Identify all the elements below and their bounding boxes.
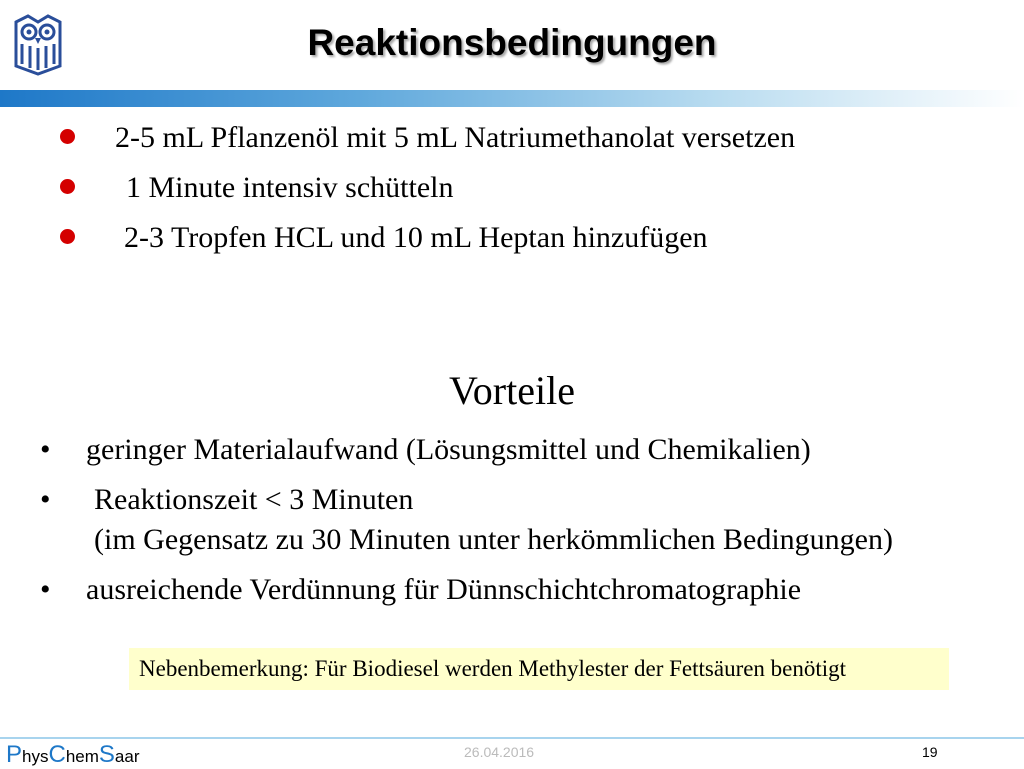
red-bullet-icon: [60, 129, 75, 144]
list-item: [60, 218, 960, 268]
step-text: 2-5 mL Pflanzenöl mit 5 mL Natriumethanolat versetzen: [115, 121, 796, 154]
advantage-text: geringer Materialaufwand (Lösungsmittel und Chemikalien): [86, 433, 811, 466]
step-text: 1 Minute intensiv schütteln: [126, 171, 454, 204]
advantage-text: ausreichende Verdünnung für Dünnschichtchromatographie: [86, 573, 802, 606]
advantage-text: Reaktionszeit < 3 Minuten: [94, 483, 414, 516]
red-bullet-icon: [60, 179, 75, 194]
step-text: 2-3 Tropfen HCL und 10 mL Heptan hinzufügen: [124, 221, 708, 254]
title-gradient-bar: [0, 90, 1024, 107]
list-item: [60, 168, 960, 218]
brand-letter: C: [48, 741, 66, 768]
footer-brand: [6, 741, 140, 769]
list-item: [40, 480, 1010, 560]
brand-text: hem: [65, 747, 99, 766]
list-item: [40, 570, 1010, 610]
red-bullet-icon: [60, 229, 75, 244]
bullet-icon: •: [40, 483, 51, 516]
bullet-icon: •: [40, 433, 51, 466]
brand-text: hys: [22, 747, 49, 766]
side-note: Nebenbemerkung: Für Biodiesel werden Methylester der Fettsäuren benötigt: [129, 648, 949, 690]
brand-letter: S: [98, 741, 115, 768]
list-item: [40, 430, 1010, 470]
list-item: [60, 118, 960, 168]
footer-date: 26.04.2016: [464, 744, 535, 760]
advantages-list: [40, 430, 1010, 620]
brand-letter: P: [6, 741, 23, 768]
brand-text: aar: [114, 747, 140, 766]
slide-title: Reaktionsbedingungen: [307, 22, 717, 63]
reaction-steps-list: [60, 118, 960, 268]
advantages-heading: Vorteile: [449, 368, 575, 413]
footer-divider: [0, 737, 1024, 739]
advantage-text-continued: (im Gegensatz zu 30 Minuten unter herkömmlichen Bedingungen): [94, 523, 893, 556]
page-number: 19: [922, 744, 938, 760]
bullet-icon: •: [40, 573, 51, 606]
